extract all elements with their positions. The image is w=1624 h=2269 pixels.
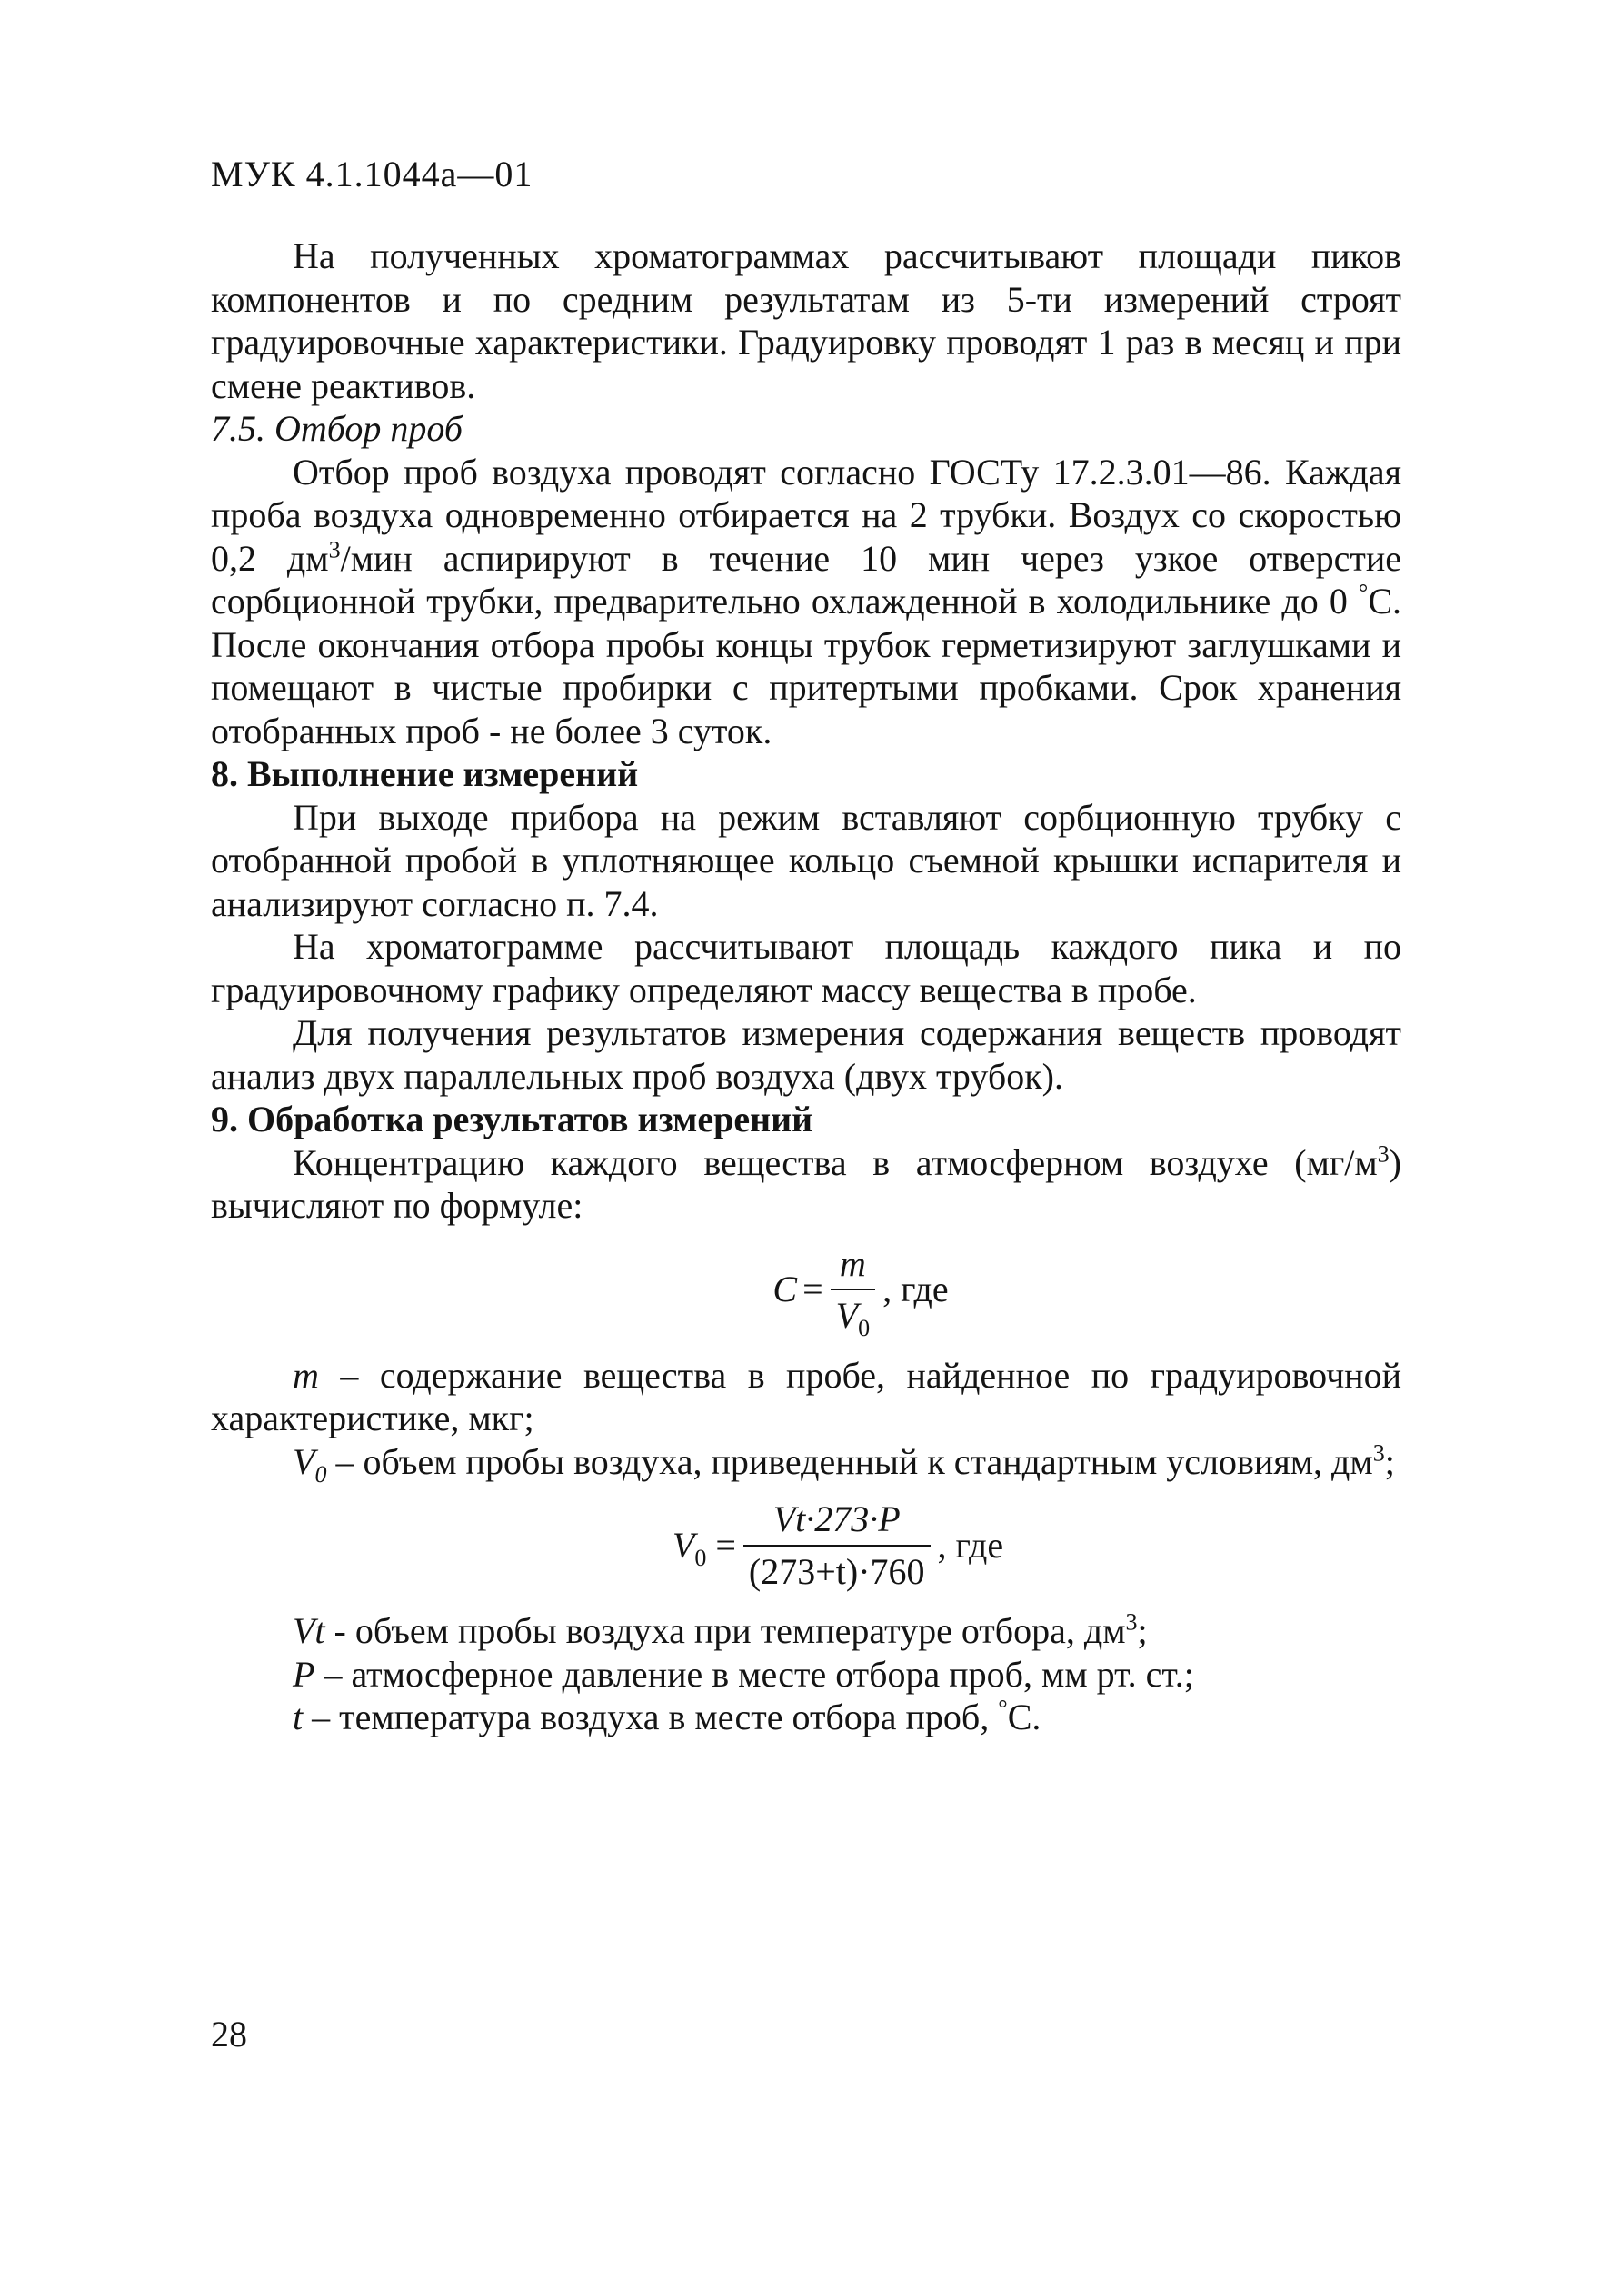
definition-m: [211, 1354, 1401, 1440]
cube-superscript: 3: [328, 536, 341, 563]
formula-equals: =: [802, 1269, 823, 1310]
formula2-tail: , где: [937, 1524, 1004, 1566]
definition-v0-text: – объем пробы воздуха, приведенный к стандартным условиям, дм: [326, 1440, 1373, 1482]
definition-p: [211, 1653, 1401, 1697]
page-content: [211, 234, 1401, 1739]
paragraph-parallel-samples: Для получения результатов измерения содержания веществ проводят анализ двух параллельных проб воздуха (двух трубок).: [211, 1012, 1401, 1097]
cube-superscript: 3: [1372, 1439, 1385, 1467]
formula2-lhs-sub: 0: [694, 1544, 707, 1571]
subsection-title-7-5: 7.5. Отбор проб: [211, 408, 463, 449]
formula2-equals: =: [715, 1524, 736, 1566]
definition-t: [211, 1696, 1401, 1739]
degree-symbol: °: [1358, 579, 1369, 606]
formula2-numerator: Vt·273·P: [772, 1498, 901, 1539]
paragraph-sampling: [211, 451, 1401, 753]
definition-p-var: P: [293, 1653, 315, 1695]
definition-p-text: – атмосферное давление в месте отбора проб, мм рт. ст.;: [314, 1653, 1194, 1695]
definition-v0-end: ;: [1384, 1440, 1395, 1482]
formula-numerator: m: [839, 1242, 866, 1284]
cube-superscript: 3: [1377, 1140, 1390, 1168]
formula2-lhs: [672, 1524, 707, 1571]
degree-symbol: °: [998, 1695, 1008, 1722]
paragraph-calibration: На полученных хроматограммах рассчитывают площади пиков компонентов и по средним результатам из 5-ти измерений строят градуировочные характеристики. Градуировку проводят 1 раз в месяц и при смене реактивов.: [211, 235, 1401, 406]
definition-vt-text: - объем пробы воздуха при температуре отбора, дм: [324, 1610, 1126, 1651]
definition-v0-var: V: [293, 1440, 315, 1482]
definition-m-var: m: [293, 1354, 319, 1396]
document-code-header: МУК 4.1.1044а—01: [211, 154, 533, 194]
formula-volume-standard: [274, 1498, 1401, 1593]
paragraph-chromatogram: На хроматограмме рассчитывают площадь каждого пика и по градуировочному графику определяют массу вещества в пробе.: [211, 926, 1401, 1010]
definition-v0-sub: 0: [314, 1460, 327, 1488]
page-number: 28: [211, 2014, 247, 2055]
definition-vt-var: Vt: [293, 1610, 325, 1651]
formula-denominator: [831, 1289, 875, 1341]
definition-t-text: – температура воздуха в месте отбора проб,: [303, 1697, 999, 1737]
formula-tail: , где: [882, 1269, 949, 1310]
definition-vt-end: ;: [1137, 1610, 1148, 1651]
concentration-text-b: ) вычисляют по формуле:: [211, 1141, 1401, 1226]
formula2-fraction: [743, 1498, 931, 1593]
definition-v0: [211, 1439, 1401, 1488]
formula-denominator-v: V: [835, 1295, 859, 1336]
section-title-8: 8. Выполнение измерений: [211, 753, 639, 794]
formula2-lhs-v: V: [672, 1524, 695, 1566]
definition-t-end: С.: [1007, 1697, 1041, 1737]
formula-lhs-c: C: [772, 1269, 798, 1310]
formula2-denominator: (273+t)·760: [743, 1545, 931, 1594]
formula-denominator-sub: 0: [858, 1315, 871, 1341]
sampling-text-c: С. После окончания отбора пробы концы трубок герметизируют заглушками и помещают в чистые пробирки с притертыми пробками. Срок хранения отобранных проб - не более 3 суток.: [211, 581, 1401, 751]
definition-vt: [211, 1609, 1401, 1653]
cube-superscript: 3: [1125, 1608, 1138, 1636]
definition-t-var: t: [293, 1697, 304, 1737]
sampling-text-a: Отбор проб воздуха проводят согласно ГОСТу 17.2.3.01—86. Каждая проба воздуха одновременно отбирается на 2 трубки. Воздух со скоростью 0,2 дм: [211, 451, 1401, 579]
concentration-text-a: Концентрацию каждого вещества в атмосферном воздухе (мг/м: [293, 1141, 1378, 1183]
paragraph-measurement: При выходе прибора на режим вставляют сорбционную трубку с отобранной пробой в уплотняющее кольцо съемной крышки испарителя и анализируют согласно п. 7.4.: [211, 796, 1401, 924]
paragraph-concentration: [211, 1141, 1401, 1228]
section-title-9: 9. Обработка результатов измерений: [211, 1099, 813, 1139]
formula-concentration: [320, 1242, 1401, 1341]
sampling-text-b: /мин аспирируют в течение 10 мин через узкое отверстие сорбционной трубки, предварительно охлажденной в холодильнике до 0: [211, 537, 1402, 622]
definition-m-text: – содержание вещества в пробе, найденное по градуировочной характеристике, мкг;: [211, 1354, 1401, 1438]
formula-fraction: [831, 1242, 875, 1341]
